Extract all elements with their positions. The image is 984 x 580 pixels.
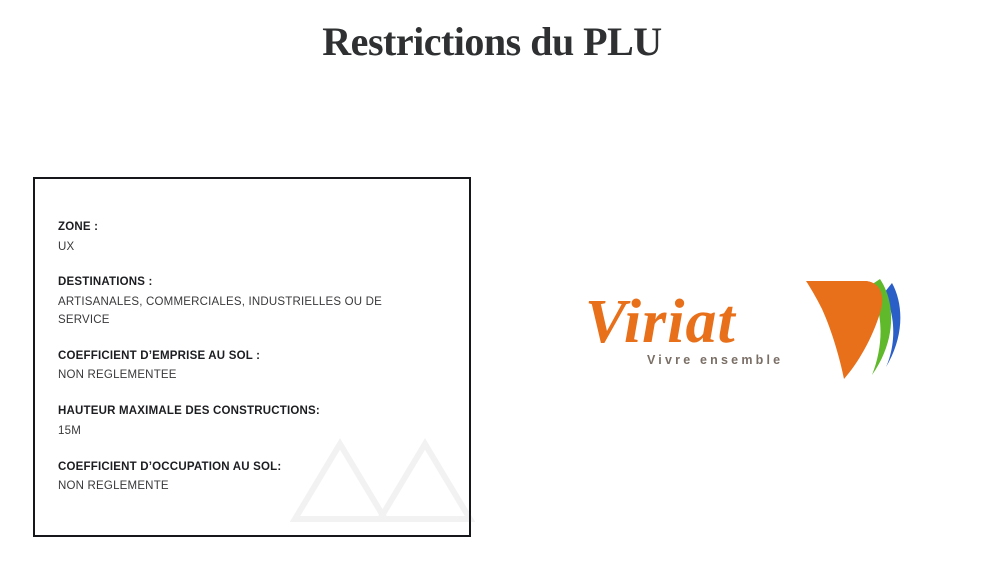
field-label: DESTINATIONS : — [58, 276, 153, 289]
viriat-logo — [585, 275, 915, 390]
field-value: ARTISANALES, COMMERCIALES, INDUSTRIELLES OU DE SERVICE — [58, 296, 383, 326]
field-label: COEFFICIENT D’OCCUPATION AU SOL: — [58, 460, 282, 473]
logo-tagline: Vivre ensemble — [647, 353, 784, 367]
field-value: 15M — [58, 424, 81, 437]
field-label: COEFFICIENT D’EMPRISE AU SOL : — [58, 349, 261, 362]
field-value: NON REGLEMENTE — [58, 480, 169, 493]
field-destinations — [58, 274, 443, 329]
viriat-v-mark-icon — [800, 275, 915, 383]
field-coefficient-emprise-au-sol — [58, 348, 443, 385]
page-title: Restrictions du PLU — [322, 19, 662, 64]
field-label: ZONE : — [58, 221, 99, 233]
field-hauteur-maximale — [58, 403, 443, 440]
plu-restrictions-card — [33, 177, 471, 537]
field-coefficient-occupation-au-sol — [58, 459, 443, 496]
field-zone — [58, 219, 443, 256]
field-label: HAUTEUR MAXIMALE DES CONSTRUCTIONS: — [58, 405, 320, 418]
logo-wordmark: Viriat — [585, 288, 736, 356]
field-value: NON REGLEMENTEE — [58, 369, 177, 382]
field-value: UX — [58, 240, 75, 253]
plu-field-list — [35, 179, 469, 496]
